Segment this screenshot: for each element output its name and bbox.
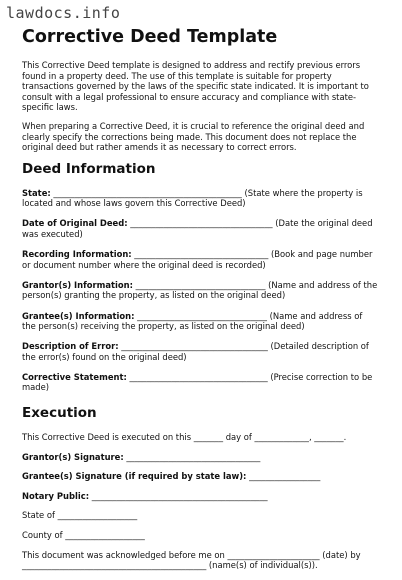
deed-information-heading: Deed Information (22, 160, 156, 177)
county-line: County of ___________________ (22, 530, 145, 541)
field-blank: _________________ (246, 471, 321, 482)
field-description-of-error (22, 341, 378, 362)
field-label: Date of Original Deed: (22, 218, 128, 229)
document-title: Corrective Deed Template (22, 27, 278, 47)
field-blank: __________________________________ (Date the original deed was executed) (22, 218, 373, 240)
field-grantee-information (22, 311, 378, 332)
field-label: State: (22, 187, 51, 198)
field-label: Notary Public: (22, 490, 90, 501)
field-label: Grantee(s) Information: (22, 310, 135, 321)
field-blank: _____________________________________________ (State where the property is located and whose laws govern this Corrective Deed) (22, 187, 363, 209)
field-blank: _______________________________ (Name and address of the person(s) receiving the property, as listed on the original deed) (22, 310, 363, 332)
field-label: Grantee(s) Signature (if required by state law): (22, 471, 247, 482)
field-corrective-statement (22, 372, 378, 393)
field-blank: __________________________________________ (89, 490, 268, 501)
grantee-signature-line (22, 471, 378, 482)
field-label: Corrective Statement: (22, 371, 127, 382)
field-grantor-information (22, 280, 378, 301)
notary-public-line (22, 491, 378, 502)
field-date-of-original-deed (22, 218, 378, 239)
state-line: State of ___________________ (22, 510, 138, 521)
intro-paragraph-1: This Corrective Deed template is designed to address and rectify previous errors found in a property deed. The use of this template is suitable for property transactions governed by the laws of the specific state indicated. It is important to consult with a legal professional to ensure accuracy and compliance with state-specific laws. (22, 60, 369, 113)
field-recording-information (22, 249, 378, 270)
execution-heading: Execution (22, 405, 97, 422)
executed-date-line: This Corrective Deed is executed on this _______ day of _____________, _______. (22, 432, 347, 443)
document-page (22, 26, 378, 580)
intro-paragraph-2: When preparing a Corrective Deed, it is crucial to reference the original deed and clearly specify the corrections being made. This document does not replace the original deed but rather amends it as necessary to correct errors. (22, 120, 365, 153)
field-state (22, 188, 378, 209)
field-blank: _______________________________ (Name and address of the person(s) granting the property, as listed on the original deed) (22, 279, 378, 301)
field-blank: ___________________________________ (Detailed description of the error(s) found on the original deed) (22, 341, 369, 362)
site-watermark: lawdocs.info (6, 4, 121, 22)
field-blank: ________________________________ (123, 451, 261, 462)
field-label: Grantor(s) Information: (22, 279, 133, 290)
acknowledgement-line: This document was acknowledged before me on ______________________ (date) by ____________________________________________ (name(s) of individual(s)). (22, 549, 361, 571)
field-label: Grantor(s) Signature: (22, 451, 124, 462)
field-label: Recording Information: (22, 249, 132, 260)
field-blank: ________________________________ (Book and page number or document number where the original deed is recorded) (22, 249, 373, 270)
field-label: Description of Error: (22, 341, 119, 352)
grantor-signature-line (22, 452, 378, 463)
field-blank: _________________________________ (Precise correction to be made) (22, 371, 373, 393)
